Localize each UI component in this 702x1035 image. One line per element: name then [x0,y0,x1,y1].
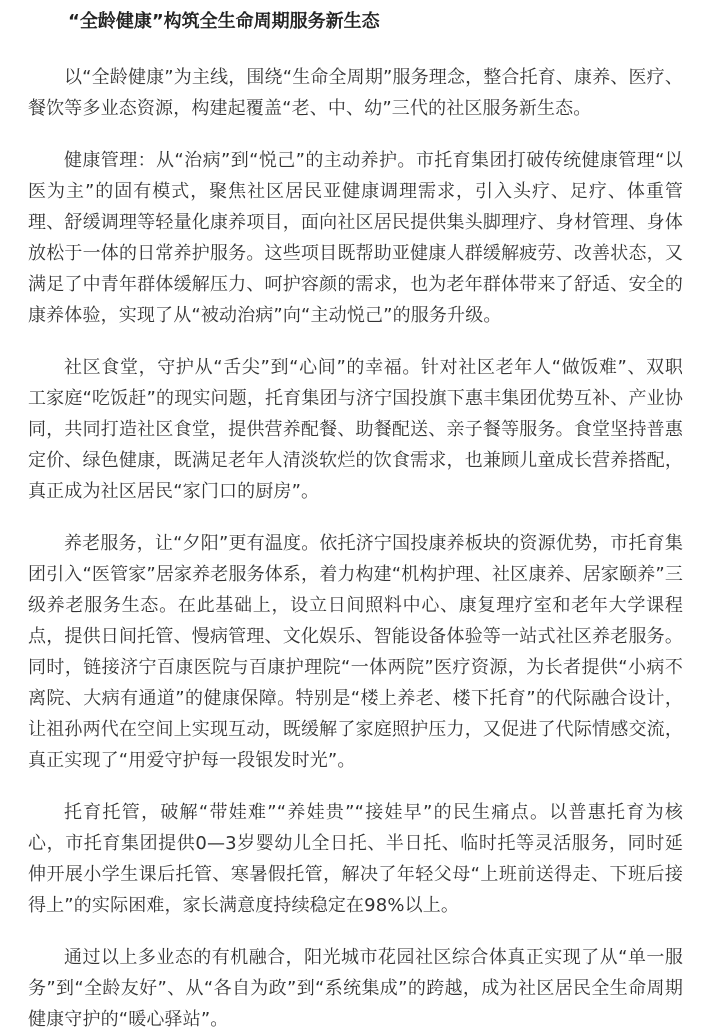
paragraph-community-canteen: 社区食堂，守护从“舌尖”到“心间”的幸福。针对社区老年人“做饭难”、双职工家庭“吃饭赶”的现实问题，托育集团与济宁国投旗下惠丰集团优势互补、产业协同，共同打造社区食堂，提供营养配餐、助餐配送、亲子餐等服务。食堂坚持普惠定价、绿色健康，既满足老年人清淡软烂的饮食需求，也兼顾儿童成长营养搭配，真正成为社区居民“家门口的厨房”。 [28,357,683,502]
paragraph-elderly-care: 养老服务，让“夕阳”更有温度。依托济宁国投康养板块的资源优势，市托育集团引入“医管家”居家养老服务体系，着力构建“机构护理、社区康养、居家颐养”三级养老服务生态。在此基础上，设立日间照料中心、康复理疗室和老年大学课程点，提供日间托管、慢病管理、文化娱乐、智能设备体验等一站式社区养老服务。同时，链接济宁百康医院与百康护理院“一体两院”医疗资源，为长者提供“小病不离院、大病有通道”的健康保障。特别是“楼上养老、楼下托育”的代际融合设计，让祖孙两代在空间上实现互动，既缓解了家庭照护压力，又促进了代际情感交流，真正实现了“用爱守护每一段银发时光”。 [28,533,683,771]
article-title: “全龄健康”构筑全生命周期服务新生态 [68,11,380,32]
article [28,0,683,1035]
paragraph-intro: 以“全龄健康”为主线，围绕“生命全周期”服务理念，整合托育、康养、医疗、餐饮等多业态资源，构建起覆盖“老、中、幼”三代的社区服务新生态。 [28,67,683,119]
paragraph-conclusion: 通过以上多业态的有机融合，阳光城市花园社区综合体真正实现了从“单一服务”到“全龄友好”、从“各自为政”到“系统集成”的跨越，成为社区居民全生命周期健康守护的“暖心驿站”。 [28,947,683,1030]
paragraph-childcare: 托育托管，破解“带娃难”“养娃贵”“接娃早”的民生痛点。以普惠托育为核心，市托育集团提供0—3岁婴幼儿全日托、半日托、临时托等灵活服务，同时延伸开展小学生课后托管、寒暑假托管，解决了年轻父母“上班前送得走、下班后接得上”的实际困难，家长满意度持续稳定在98%以上。 [28,802,683,916]
paragraph-health-management: 健康管理：从“治病”到“悦己”的主动养护。市托育集团打破传统健康管理“以医为主”的固有模式，聚焦社区居民亚健康调理需求，引入头疗、足疗、体重管理、舒缓调理等轻量化康养项目，面向社区居民提供集头脚理疗、身材管理、身体放松于一体的日常养护服务。这些项目既帮助亚健康人群缓解疲劳、改善状态，又满足了中青年群体缓解压力、呵护容颜的需求，也为老年群体带来了舒适、安全的康养体验，实现了从“被动治病”向“主动悦己”的服务升级。 [28,150,683,326]
